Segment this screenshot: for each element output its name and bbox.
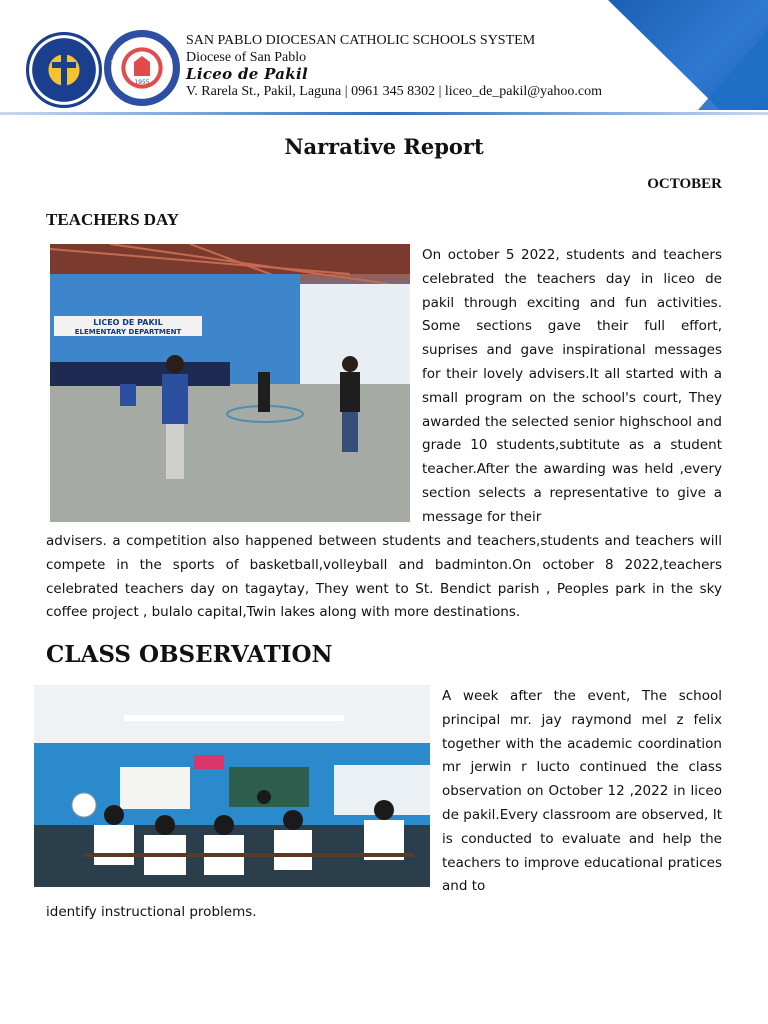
report-title: Narrative Report: [284, 134, 484, 159]
logo-place-text: PAKIL, LAGUNA: [119, 82, 165, 101]
liceo-de-pakil-seal-logo: [104, 30, 180, 106]
school-contact: V. Rarela St., Pakil, Laguna | 0961 345 8302 | liceo_de_pakil@yahoo.com: [186, 84, 603, 99]
system-name: SAN PABLO DIOCESAN CATHOLIC SCHOOLS SYSTEM: [186, 33, 536, 48]
diocese-name: Diocese of San Pablo: [186, 50, 307, 65]
teachers-day-heading: TEACHERS DAY: [46, 210, 180, 229]
letterhead: [0, 0, 768, 120]
photo-sign-line2: ELEMENTARY DEPARTMENT: [74, 328, 182, 336]
letterhead-text: [186, 32, 602, 100]
school-name: Liceo de Pakil: [186, 65, 308, 83]
header-divider: [0, 112, 768, 115]
teachers-day-paragraph-top: On october 5 2022, students and teachers celebrated the teachers day in liceo de pakil through exciting and fun activities. Some sections gave their full effort, suprises and gave inspirational messages for their lovely advisers.It all started with a small program on the school's court, They awarded the selected senior highschool and grade 10 students,subtitute as a student teacher.After the awarding was held ,every section selects a representative to give a message for their: [422, 247, 722, 525]
teachers-day-photo: [50, 244, 410, 522]
class-observation-heading: CLASS OBSERVATION: [46, 641, 333, 668]
report-month: OCTOBER: [647, 176, 722, 192]
logo-year-text: 1955: [134, 79, 150, 86]
class-observation-photo: [34, 685, 430, 887]
photo-sign-line1: LICEO DE PAKIL: [93, 318, 163, 327]
logo-arc-text: LICEO DE PAKIL: [109, 36, 175, 65]
diocesan-seal-logo: [26, 32, 102, 108]
teachers-day-paragraph-bottom: advisers. a competition also happened between students and teachers,students and teachers will compete in the sports of basketball,volleyball and badminton.On october 8 2022,teachers celebrated teachers day on tagaytay, They went to St. Bendict parish , Peoples park in the sky coffee project , bulalo capital,Twin lakes along with more destinations.: [46, 533, 722, 621]
class-observation-paragraph-top: A week after the event, The school principal mr. jay raymond mel z felix together with the academic coordination mr jerwin r lucto continued the class observation on October 12 ,2022 in liceo de pakil.Every classroom are observed, It is conducted to evaluate and help the teachers to improve educational pratices and to: [442, 688, 722, 895]
class-observation-paragraph-bottom: identify instructional problems.: [46, 904, 257, 920]
